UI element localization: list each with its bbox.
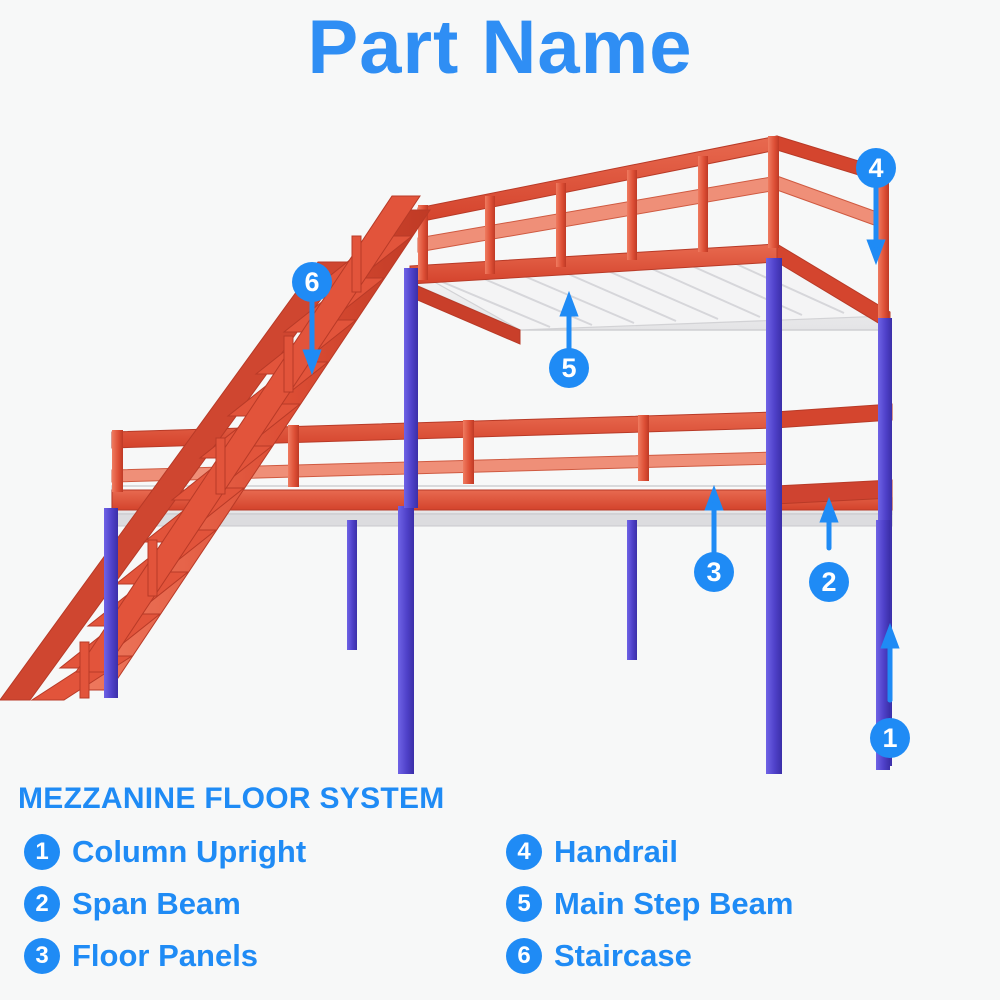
legend-label-4: Handrail [554, 834, 679, 869]
legend-heading: MEZZANINE FLOOR SYSTEM [18, 782, 445, 815]
legend-number-1: 1 [24, 834, 60, 870]
legend-item-1 [24, 826, 494, 878]
legend-item-3 [24, 930, 494, 982]
callout-badge-4: 4 [856, 148, 896, 188]
legend-item-4 [506, 826, 976, 878]
callout-badge-5: 5 [549, 348, 589, 388]
upper-level-group [410, 136, 890, 344]
legend-number-5: 5 [506, 886, 542, 922]
legend-label-5: Main Step Beam [554, 886, 794, 921]
legend-number-2: 2 [24, 886, 60, 922]
legend-item-2 [24, 878, 494, 930]
legend-label-3: Floor Panels [72, 938, 259, 973]
legend [18, 782, 982, 973]
callout-badge-2: 2 [809, 562, 849, 602]
legend-item-6 [506, 930, 976, 982]
legend-number-3: 3 [24, 938, 60, 974]
legend-item-5 [506, 878, 976, 930]
legend-number-4: 4 [506, 834, 542, 870]
page-title: Part Name [307, 5, 693, 90]
legend-label-2: Span Beam [72, 886, 241, 921]
legend-label-6: Staircase [554, 938, 692, 973]
callout-badge-1: 1 [870, 718, 910, 758]
legend-number-6: 6 [506, 938, 542, 974]
legend-column-left [24, 826, 494, 982]
legend-label-1: Column Upright [72, 834, 307, 869]
callout-badge-3: 3 [694, 552, 734, 592]
staircase-group [0, 196, 430, 700]
callout-badge-6: 6 [292, 262, 332, 302]
legend-column-right [506, 826, 976, 982]
